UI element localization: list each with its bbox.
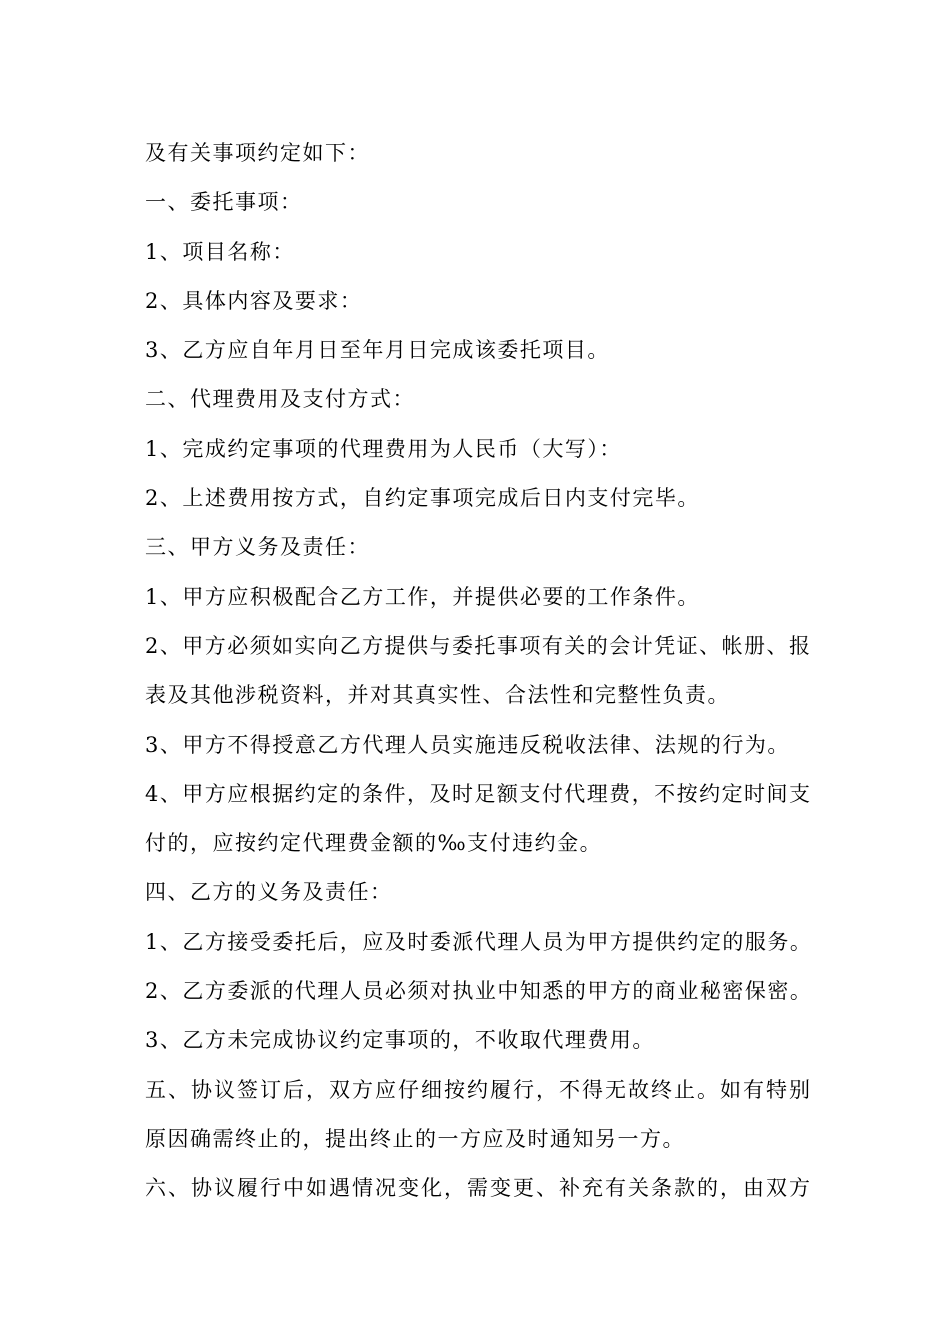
paragraph-line: 3、乙方未完成协议约定事项的，不收取代理费用。 [145,1028,655,1053]
section-heading-6: 六、协议履行中如遇情况变化，需变更、补充有关条款的，由双方 [145,1176,810,1201]
paragraph-line: 2、甲方必须如实向乙方提供与委托事项有关的会计凭证、帐册、报 [145,633,810,658]
paragraph-line: 1、完成约定事项的代理费用为人民币（大写）： [145,436,622,461]
paragraph-line: 2、具体内容及要求： [145,288,363,313]
paragraph-line: 3、甲方不得授意乙方代理人员实施违反税收法律、法规的行为。 [145,732,790,757]
paragraph-line: 1、项目名称： [145,239,295,264]
paragraph-line: 2、上述费用按方式，自约定事项完成后日内支付完毕。 [145,486,700,511]
paragraph-line: 2、乙方委派的代理人员必须对执业中知悉的甲方的商业秘密保密。 [145,979,813,1004]
section-heading-1: 一、委托事项： [145,190,303,215]
paragraph-line: 及有关事项约定如下： [145,141,370,165]
paragraph-line: 1、乙方接受委托后，应及时委派代理人员为甲方提供约定的服务。 [145,929,813,954]
paragraph-line: 4、甲方应根据约定的条件，及时足额支付代理费，不按约定时间支 [145,781,810,806]
section-heading-3: 三、甲方义务及责任： [145,535,370,560]
paragraph-line: 表及其他涉税资料，并对其真实性、合法性和完整性负责。 [145,683,730,708]
section-heading-2: 二、代理费用及支付方式： [145,387,415,412]
paragraph-line: 付的，应按约定代理费金额的‰支付违约金。 [145,831,603,856]
paragraph-line: 3、乙方应自年月日至年月日完成该委托项目。 [145,338,610,363]
paragraph-line: 原因确需终止的，提出终止的一方应及时通知另一方。 [145,1126,685,1151]
paragraph-line: 1、甲方应积极配合乙方工作，并提供必要的工作条件。 [145,584,700,609]
section-heading-4: 四、乙方的义务及责任： [145,880,393,905]
document-body [145,137,813,1222]
section-heading-5: 五、协议签订后，双方应仔细按约履行，不得无故终止。如有特别 [145,1077,810,1102]
